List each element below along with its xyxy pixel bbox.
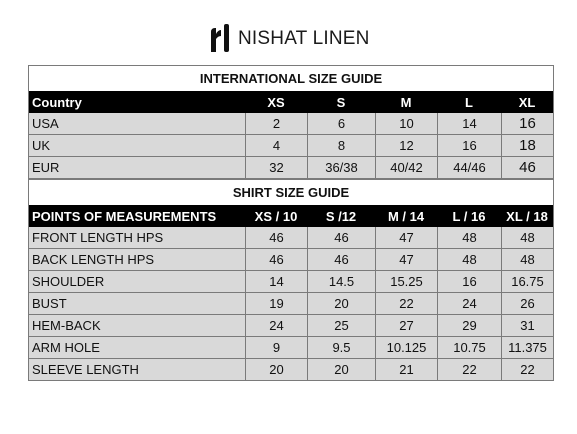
table-cell: 25 bbox=[307, 315, 375, 336]
table-cell: 16.75 bbox=[501, 271, 553, 292]
table-cell: 12 bbox=[375, 135, 437, 156]
table-row bbox=[29, 359, 553, 381]
table-row bbox=[29, 113, 553, 135]
table-cell: 21 bbox=[375, 359, 437, 380]
brand-name: NISHAT LINEN bbox=[238, 27, 370, 49]
table-cell: 22 bbox=[375, 293, 437, 314]
table-cell: 16 bbox=[437, 135, 501, 156]
table-cell: 22 bbox=[501, 359, 553, 380]
row-label: BACK LENGTH HPS bbox=[32, 252, 155, 267]
table-cell: 29 bbox=[437, 315, 501, 336]
table-cell: 46 bbox=[245, 227, 307, 248]
table-cell: 48 bbox=[437, 249, 501, 270]
column-header: XS bbox=[267, 94, 285, 110]
table-cell: 24 bbox=[245, 315, 307, 336]
table-cell: 40/42 bbox=[375, 157, 437, 178]
table-cell: 20 bbox=[307, 359, 375, 380]
row-label: ARM HOLE bbox=[32, 340, 100, 355]
table-row bbox=[29, 337, 553, 359]
row-label: EUR bbox=[32, 160, 60, 175]
table-row bbox=[29, 293, 553, 315]
row-label: FRONT LENGTH HPS bbox=[32, 230, 164, 245]
table-cell: 14 bbox=[245, 271, 307, 292]
table-cell: 31 bbox=[501, 315, 553, 336]
column-header: XL / 18 bbox=[506, 208, 548, 224]
table-row bbox=[29, 271, 553, 293]
table-cell: 26 bbox=[501, 293, 553, 314]
table-cell: 8 bbox=[307, 135, 375, 156]
row-label: SHOULDER bbox=[32, 274, 105, 289]
column-header: L bbox=[465, 94, 473, 110]
column-header: M / 14 bbox=[387, 208, 425, 224]
table-cell: 6 bbox=[307, 113, 375, 134]
table-cell: 46 bbox=[245, 249, 307, 270]
shirt-size-guide-title: SHIRT SIZE GUIDE bbox=[232, 185, 350, 200]
table-cell: 18 bbox=[501, 135, 553, 156]
international-header-row bbox=[29, 91, 553, 113]
row-label: USA bbox=[32, 116, 59, 131]
column-header: M bbox=[400, 94, 412, 110]
row-label: HEM-BACK bbox=[32, 318, 101, 333]
table-row bbox=[29, 315, 553, 337]
nl-monogram-icon bbox=[209, 22, 233, 54]
table-cell: 20 bbox=[245, 359, 307, 380]
table-cell: 24 bbox=[437, 293, 501, 314]
column-header: Country bbox=[32, 94, 82, 110]
table-cell: 46 bbox=[307, 227, 375, 248]
table-cell: 47 bbox=[375, 227, 437, 248]
table-cell: 10.125 bbox=[375, 337, 437, 358]
table-cell: 10 bbox=[375, 113, 437, 134]
column-header: S /12 bbox=[325, 208, 357, 224]
shirt-header-row bbox=[29, 205, 553, 227]
table-cell: 36/38 bbox=[307, 157, 375, 178]
size-guide-table bbox=[28, 65, 554, 381]
table-cell: 19 bbox=[245, 293, 307, 314]
table-row bbox=[29, 227, 553, 249]
column-header: POINTS OF MEASUREMENTS bbox=[32, 208, 217, 224]
column-header: XL bbox=[518, 94, 536, 110]
table-cell: 15.25 bbox=[375, 271, 437, 292]
row-label: SLEEVE LENGTH bbox=[32, 362, 139, 377]
column-header: L / 16 bbox=[452, 208, 486, 224]
brand-logo bbox=[209, 22, 370, 54]
table-cell: 4 bbox=[245, 135, 307, 156]
table-cell: 11.375 bbox=[501, 337, 553, 358]
table-cell: 48 bbox=[501, 249, 553, 270]
column-header: S bbox=[336, 94, 346, 110]
table-cell: 46 bbox=[307, 249, 375, 270]
table-cell: 44/46 bbox=[437, 157, 501, 178]
row-label: UK bbox=[32, 138, 51, 153]
table-cell: 16 bbox=[501, 113, 553, 134]
table-cell: 27 bbox=[375, 315, 437, 336]
table-row bbox=[29, 157, 553, 179]
column-header: XS / 10 bbox=[254, 208, 298, 224]
table-cell: 2 bbox=[245, 113, 307, 134]
table-cell: 48 bbox=[437, 227, 501, 248]
table-cell: 16 bbox=[437, 271, 501, 292]
table-cell: 46 bbox=[501, 157, 553, 178]
international-title-row bbox=[29, 65, 553, 91]
table-row bbox=[29, 249, 553, 271]
table-cell: 48 bbox=[501, 227, 553, 248]
international-size-guide-title: INTERNATIONAL SIZE GUIDE bbox=[199, 71, 383, 86]
table-cell: 32 bbox=[245, 157, 307, 178]
table-cell: 14 bbox=[437, 113, 501, 134]
table-cell: 10.75 bbox=[437, 337, 501, 358]
row-label: BUST bbox=[32, 296, 67, 311]
table-cell: 9.5 bbox=[307, 337, 375, 358]
table-cell: 9 bbox=[245, 337, 307, 358]
table-row bbox=[29, 135, 553, 157]
shirt-title-row bbox=[29, 179, 553, 205]
table-cell: 14.5 bbox=[307, 271, 375, 292]
table-cell: 22 bbox=[437, 359, 501, 380]
table-cell: 47 bbox=[375, 249, 437, 270]
table-cell: 20 bbox=[307, 293, 375, 314]
